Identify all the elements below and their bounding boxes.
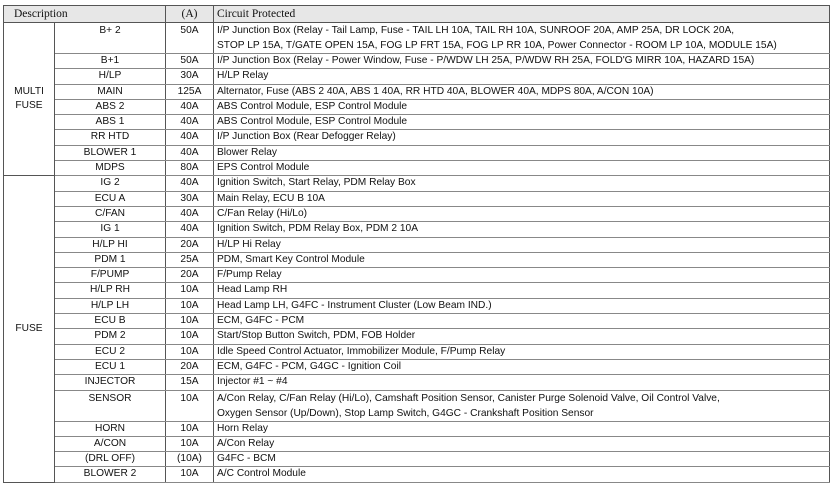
table-row [4,84,830,99]
fuse-name: MDPS [55,161,166,176]
circuit-protected [214,206,830,221]
fuse-rating: 10A [166,390,214,421]
group-label-line: FUSE [15,100,43,112]
fuse-rating: 10A [166,314,214,329]
circuit-line: G4FC - BCM [217,453,276,465]
circuit-protected [214,69,830,84]
circuit-line: ABS Control Module, ESP Control Module [217,100,408,112]
table-row [4,176,830,191]
fuse-name: H/LP [55,69,166,84]
fuse-rating: 50A [166,23,214,54]
fuse-name: C/FAN [55,206,166,221]
fuse-name: HORN [55,421,166,436]
fuse-rating: (10A) [166,452,214,467]
fuse-rating: 25A [166,252,214,267]
circuit-line: Horn Relay [217,422,268,434]
table-row [4,99,830,114]
circuit-protected [214,375,830,390]
fuse-name: BLOWER 2 [55,467,166,482]
circuit-protected [214,130,830,145]
table-row [4,115,830,130]
table-row [4,344,830,359]
fuse-rating: 10A [166,329,214,344]
circuit-protected [214,145,830,160]
fuse-name: SENSOR [55,390,166,421]
fuse-name: F/PUMP [55,268,166,283]
table-row [4,191,830,206]
circuit-protected [214,452,830,467]
table-row [4,145,830,160]
circuit-line: ECM, G4FC - PCM, G4GC - Ignition Coil [217,360,401,372]
circuit-line: Blower Relay [217,146,278,158]
fuse-name: ABS 2 [55,99,166,114]
circuit-protected [214,237,830,252]
circuit-line: Idle Speed Control Actuator, Immobilizer Module, F/Pump Relay [217,345,506,357]
fuse-rating: 10A [166,344,214,359]
circuit-protected [214,252,830,267]
fuse-rating: 20A [166,237,214,252]
fuse-rating: 10A [166,436,214,451]
group-label-line: MULTI [14,86,44,98]
fuse-name: H/LP HI [55,237,166,252]
fuse-rating: 30A [166,191,214,206]
circuit-line: ABS Control Module, ESP Control Module [217,116,408,128]
circuit-line: A/Con Relay, C/Fan Relay (Hi/Lo), Camshaft Position Sensor, Canister Purge Solenoid Valve, Oil Control Valve, [217,392,720,404]
circuit-protected [214,176,830,191]
table-row [4,23,830,54]
group-label-line: FUSE [15,323,43,335]
circuit-protected [214,84,830,99]
fuse-name: B+1 [55,54,166,69]
circuit-line: Oxygen Sensor (Up/Down), Stop Lamp Switch, G4GC - Crankshaft Position Sensor [217,407,594,419]
fuse-name: INJECTOR [55,375,166,390]
fuse-rating: 10A [166,283,214,298]
fuse-name: IG 1 [55,222,166,237]
table-row [4,298,830,313]
fuse-name: A/CON [55,436,166,451]
fuse-name: ECU 1 [55,359,166,374]
fuse-name: RR HTD [55,130,166,145]
circuit-line: Head Lamp LH, G4FC - Instrument Cluster (Low Beam IND.) [217,299,492,311]
fuse-name: BLOWER 1 [55,145,166,160]
circuit-protected [214,115,830,130]
table-row [4,222,830,237]
description-header: Description [4,6,166,23]
table-row [4,237,830,252]
circuit-line: I/P Junction Box (Relay - Power Window, Fuse - P/WDW LH 25A, P/WDW RH 25A, FOLD'G MIRR 10A, HAZARD 15A) [217,55,755,66]
fuse-rating: 20A [166,359,214,374]
fuse-rating: 10A [166,298,214,313]
circuit-line: Main Relay, ECU B 10A [217,192,325,204]
table-row [4,375,830,390]
circuit-protected [214,191,830,206]
fuse-rating: 40A [166,222,214,237]
table-header-row [4,6,830,23]
circuit-protected [214,329,830,344]
circuit-line: Alternator, Fuse (ABS 2 40A, ABS 1 40A, RR HTD 40A, BLOWER 40A, MDPS 80A, A/CON 10A) [217,85,654,97]
table-row [4,359,830,374]
circuit-line: Injector #1 ~ #4 [217,376,288,388]
fuse-rating: 40A [166,145,214,160]
circuit-protected [214,436,830,451]
fuse-name: IG 2 [55,176,166,191]
circuit-line: STOP LP 15A, T/GATE OPEN 15A, FOG LP FRT 15A, FOG LP RR 10A, Power Connector - ROOM LP 10A, MODULE 15A) [217,40,777,51]
fuse-rating: 15A [166,375,214,390]
circuit-protected [214,421,830,436]
circuit-protected [214,344,830,359]
circuit-line: A/C Control Module [217,468,306,480]
table-row [4,54,830,69]
circuit-line: A/Con Relay [217,437,275,449]
circuit-protected [214,161,830,176]
circuit-line: Start/Stop Button Switch, PDM, FOB Holder [217,330,416,342]
circuit-line: Ignition Switch, PDM Relay Box, PDM 2 10A [217,223,418,235]
group-label [4,176,55,482]
fuse-name: (DRL OFF) [55,452,166,467]
circuit-line: H/LP Hi Relay [217,238,281,250]
fuse-name: PDM 2 [55,329,166,344]
circuit-protected [214,23,830,54]
fuse-name: ECU B [55,314,166,329]
table-row [4,436,830,451]
circuit-protected [214,268,830,283]
circuit-protected [214,390,830,421]
table-row [4,467,830,482]
fuse-rating: 20A [166,268,214,283]
fuse-name: B+ 2 [55,23,166,54]
group-label [4,23,55,176]
fuse-name: ECU A [55,191,166,206]
fuse-name: MAIN [55,84,166,99]
circuit-line: I/P Junction Box (Rear Defogger Relay) [217,131,396,143]
circuit-protected [214,298,830,313]
circuit-header: Circuit Protected [214,6,830,23]
fuse-rating: 40A [166,206,214,221]
circuit-line: Ignition Switch, Start Relay, PDM Relay Box [217,177,416,189]
fuse-name: ABS 1 [55,115,166,130]
amps-header: (A) [166,6,214,23]
fuse-rating: 30A [166,69,214,84]
circuit-line: EPS Control Module [217,162,310,174]
fuse-name: H/LP LH [55,298,166,313]
table-row [4,283,830,298]
circuit-line: I/P Junction Box (Relay - Tail Lamp, Fuse - TAIL LH 10A, TAIL RH 10A, SUNROOF 20A, AMP 25A, DR LOCK 20A, [217,25,735,36]
circuit-protected [214,222,830,237]
fuse-table [3,5,830,483]
table-row [4,252,830,267]
table-row [4,390,830,421]
fuse-rating: 80A [166,161,214,176]
fuse-rating: 50A [166,54,214,69]
fuse-rating: 40A [166,176,214,191]
table-row [4,329,830,344]
fuse-rating: 125A [166,84,214,99]
fuse-table-container [3,5,830,483]
fuse-name: ECU 2 [55,344,166,359]
circuit-protected [214,467,830,482]
table-row [4,452,830,467]
table-row [4,314,830,329]
circuit-line: C/Fan Relay (Hi/Lo) [217,207,308,219]
circuit-line: H/LP Relay [217,70,269,82]
fuse-rating: 40A [166,115,214,130]
fuse-name: PDM 1 [55,252,166,267]
table-row [4,130,830,145]
circuit-line: Head Lamp RH [217,284,288,296]
fuse-rating: 40A [166,130,214,145]
table-row [4,421,830,436]
table-body [4,23,830,483]
circuit-protected [214,99,830,114]
table-row [4,69,830,84]
circuit-line: F/Pump Relay [217,269,282,281]
table-row [4,268,830,283]
fuse-rating: 40A [166,99,214,114]
circuit-protected [214,314,830,329]
circuit-line: ECM, G4FC - PCM [217,315,305,327]
table-row [4,161,830,176]
fuse-rating: 10A [166,467,214,482]
fuse-name: H/LP RH [55,283,166,298]
table-row [4,206,830,221]
circuit-protected [214,359,830,374]
circuit-protected [214,54,830,69]
circuit-line: PDM, Smart Key Control Module [217,253,365,265]
circuit-protected [214,283,830,298]
fuse-rating: 10A [166,421,214,436]
